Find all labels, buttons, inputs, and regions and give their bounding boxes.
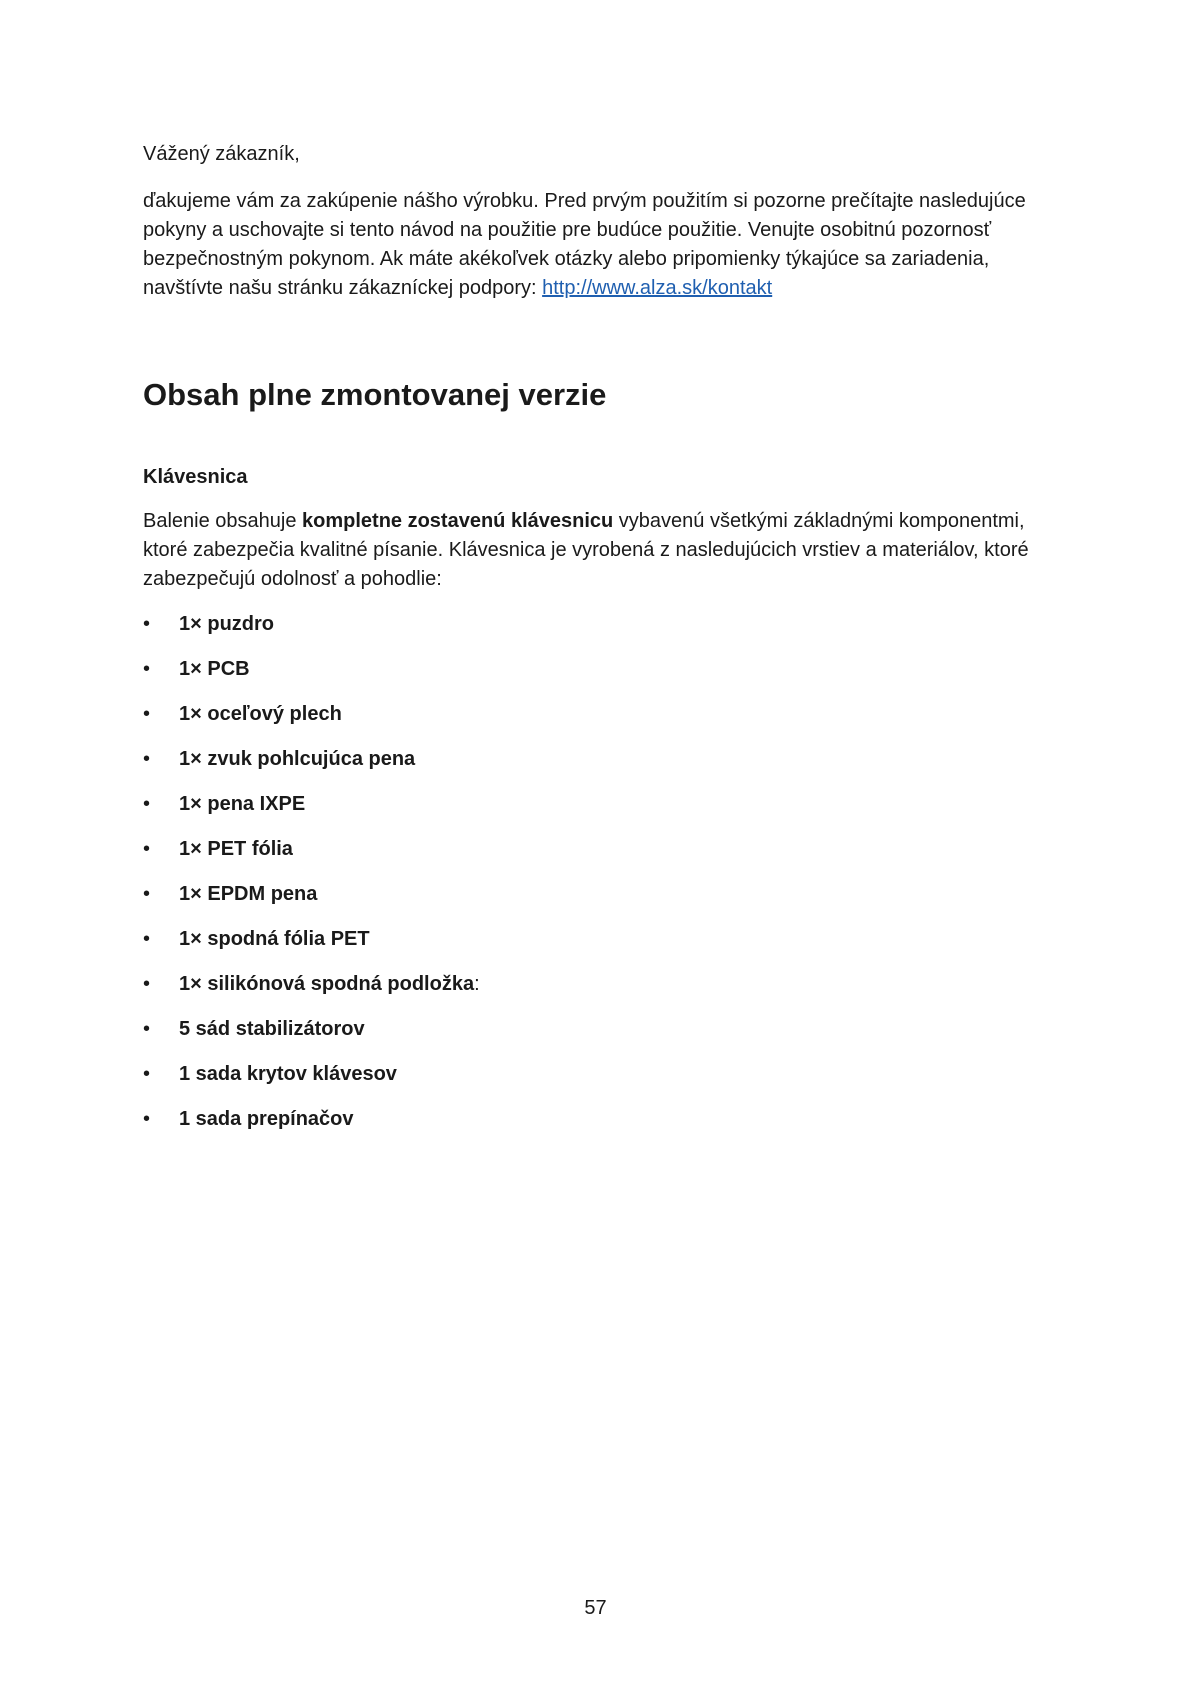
bullet-icon: • bbox=[143, 973, 151, 995]
list-item-label: 1× PCB bbox=[179, 658, 250, 680]
description-bold: kompletne zostavenú klávesnicu bbox=[302, 510, 614, 532]
list-item bbox=[143, 1105, 1048, 1134]
list-item-label: 1× puzdro bbox=[179, 613, 275, 635]
greeting: Vážený zákazník, bbox=[143, 143, 300, 165]
list-item-suffix: : bbox=[474, 973, 480, 995]
description-before: Balenie obsahuje bbox=[143, 510, 303, 532]
bullet-icon: • bbox=[143, 1063, 151, 1085]
list-item bbox=[143, 835, 1048, 864]
list-item bbox=[143, 925, 1048, 954]
list-item-label: 1 sada prepínačov bbox=[179, 1108, 354, 1130]
components-list bbox=[143, 610, 1048, 1134]
list-item bbox=[143, 1060, 1048, 1089]
intro-paragraph bbox=[143, 187, 1048, 303]
list-item-label: 5 sád stabilizátorov bbox=[179, 1018, 365, 1040]
list-item-label: 1× EPDM pena bbox=[179, 883, 318, 905]
list-item-label: 1× spodná fólia PET bbox=[179, 928, 370, 950]
support-link[interactable]: http://www.alza.sk/kontakt bbox=[542, 277, 773, 299]
list-item bbox=[143, 1015, 1048, 1044]
bullet-icon: • bbox=[143, 613, 151, 635]
section-title: Obsah plne zmontovanej verzie bbox=[143, 377, 607, 412]
bullet-icon: • bbox=[143, 928, 151, 950]
bullet-icon: • bbox=[143, 883, 151, 905]
bullet-icon: • bbox=[143, 703, 151, 725]
list-item bbox=[143, 745, 1048, 774]
bullet-icon: • bbox=[143, 793, 151, 815]
description-after: vybavenú všetkými základnými komponentmi, ktoré zabezpečia kvalitné písanie. Klávesnica je vyrobená z nasledujúcich vrstiev a materiálov, ktoré zabezpečujú odolnosť a pohodlie: bbox=[143, 510, 1029, 590]
list-item-label: 1× silikónová spodná podložka bbox=[179, 973, 475, 995]
list-item-label: 1× PET fólia bbox=[179, 838, 293, 860]
list-item bbox=[143, 790, 1048, 819]
bullet-icon: • bbox=[143, 1018, 151, 1040]
list-item bbox=[143, 970, 1048, 999]
intro-text: ďakujeme vám za zakúpenie nášho výrobku. Pred prvým použitím si pozorne prečítajte nasledujúce pokyny a uschovajte si tento návod na použitie pre budúce použitie. Venujte osobitnú pozornosť bezpečnostným pokynom. Ak máte akékoľvek otázky alebo pripomienky týkajúce sa zariadenia, navštívte našu stránku zákazníckej podpory: bbox=[143, 190, 1026, 299]
list-item bbox=[143, 700, 1048, 729]
list-item bbox=[143, 655, 1048, 684]
list-item bbox=[143, 610, 1048, 639]
list-item-label: 1× oceľový plech bbox=[179, 703, 342, 725]
document-page bbox=[143, 140, 1048, 1150]
bullet-icon: • bbox=[143, 1108, 151, 1130]
list-item-label: 1 sada krytov klávesov bbox=[179, 1063, 397, 1085]
page-number: 57 bbox=[584, 1597, 607, 1619]
bullet-icon: • bbox=[143, 658, 151, 680]
bullet-icon: • bbox=[143, 748, 151, 770]
list-item bbox=[143, 880, 1048, 909]
keyboard-description bbox=[143, 507, 1048, 594]
bullet-icon: • bbox=[143, 838, 151, 860]
list-item-label: 1× pena IXPE bbox=[179, 793, 306, 815]
list-item-label: 1× zvuk pohlcujúca pena bbox=[179, 748, 416, 770]
keyboard-subtitle: Klávesnica bbox=[143, 466, 248, 488]
